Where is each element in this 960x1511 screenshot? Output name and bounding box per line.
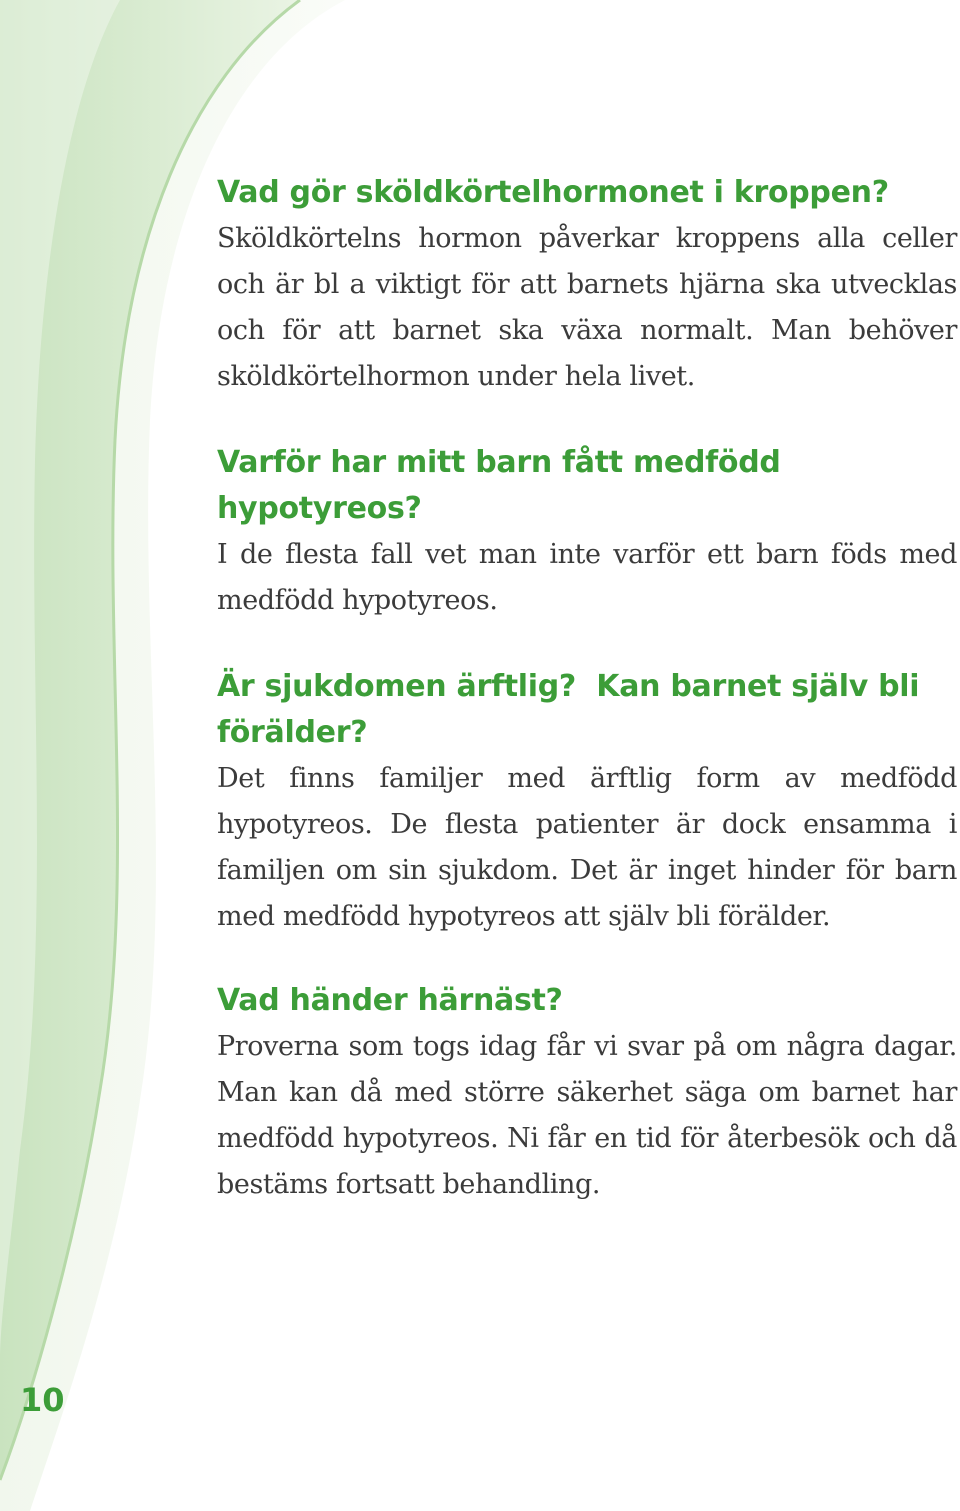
section-why-hypothyroidism — [217, 440, 957, 624]
section-body: I de flesta fall vet man inte varför ett barn föds med medfödd hypotyreos. — [217, 539, 957, 616]
section-heading: Är sjukdomen ärftlig? Kan barnet själv bli förälder? — [217, 669, 930, 750]
section-heading: Vad gör sköldkörtelhormonet i kroppen? — [217, 175, 889, 210]
main-content — [217, 170, 957, 1208]
section-body: Proverna som togs idag får vi svar på om några dagar. Man kan då med större säkerhet säga om barnet har medfödd hypotyreos. Ni får en tid för återbesök och då bestäms fortsatt behandling. — [217, 1031, 957, 1200]
section-hereditary — [217, 664, 957, 940]
section-heading: Varför har mitt barn fått medfödd hypotyreos? — [217, 445, 781, 526]
section-what-next — [217, 978, 957, 1208]
section-heading: Vad händer härnäst? — [217, 983, 563, 1018]
section-body: Sköldkörtelns hormon påverkar kroppens alla celler och är bl a viktigt för att barnets hjärna ska utvecklas och för att barnet ska växa normalt. Man behöver sköldkörtelhormon under hela livet. — [217, 223, 957, 392]
section-thyroid-hormone — [217, 170, 957, 400]
section-body: Det finns familjer med ärftlig form av medfödd hypotyreos. De flesta patienter är dock ensamma i familjen om sin sjukdom. Det är inget hinder för barn med medfödd hypotyreos att själv bli förälder. — [217, 763, 957, 932]
page-number: 10 — [20, 1381, 65, 1419]
